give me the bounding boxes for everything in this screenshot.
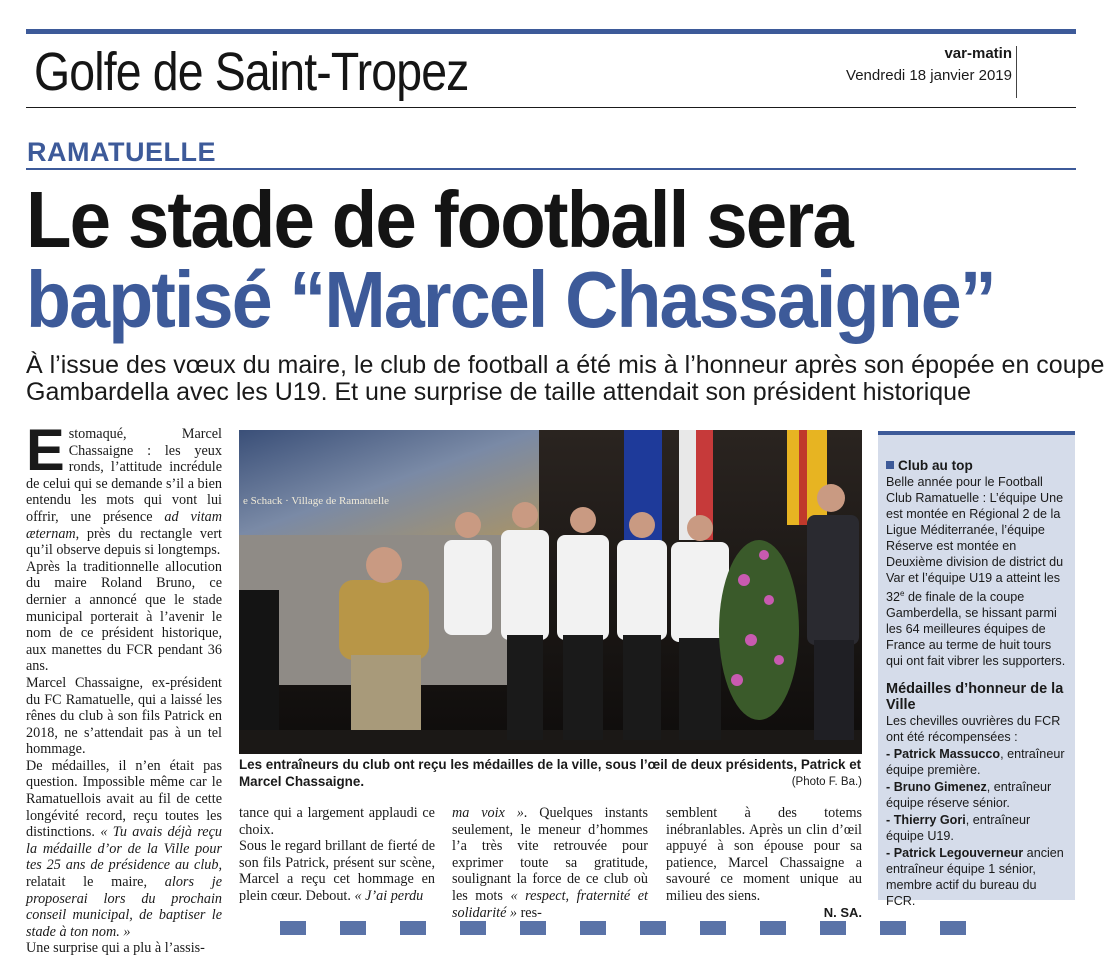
italic-run: « Tu avais déjà reçu la médaille d’or de la Ville pour tes 25 ans de présidence au club,	[26, 824, 222, 874]
superscript: e	[900, 589, 905, 598]
top-accent-bar	[26, 29, 1076, 34]
person-role: , entraîneur équipe réserve sénior.	[886, 780, 1052, 811]
headline-line-1: Le stade de football sera	[26, 175, 852, 264]
body-column-1	[26, 418, 222, 957]
body-column-4	[666, 805, 862, 921]
section-title: Golfe de Saint-Tropez	[34, 42, 469, 102]
sidebar-heading-medals: Médailles d’honneur de la Ville	[886, 681, 1064, 714]
headline-line-2: baptisé “Marcel Chassaigne”	[26, 255, 995, 344]
caption-text: Les entraîneurs du club ont reçu les médailles de la ville, sous l’œil de deux présidents, Patrick et Marcel Chassaigne.	[239, 757, 862, 789]
person-role: , entraîneur équipe U19.	[886, 813, 1031, 844]
masthead-divider	[1016, 46, 1017, 98]
italic-run: ma voix »	[452, 805, 524, 821]
paragraph: Marcel Chassaigne, ex-président du FC Ramatuelle, qui a laissé les rênes du club à son fils Patrick en 2018, ne s’attendait pas à un tel hommage.	[26, 674, 222, 758]
header-rule	[26, 107, 1076, 108]
banner-text: e Schack · Village de Ramatuelle	[243, 495, 390, 507]
masthead	[846, 45, 1012, 86]
list-item	[886, 845, 1067, 909]
text-run: Sous le regard brillant de fierté de son fils Patrick, présent sur scène, Marcel a reçu cet hommage en plein cœur. Debout.	[239, 838, 435, 904]
sidebar-paragraph: Les chevilles ouvrières du FCR ont été récompensées :	[886, 714, 1061, 745]
author-signature: N. SA.	[823, 904, 862, 920]
text-run: semblent à des totems inébranlables. Après un clin d’œil appuyé à son épouse pour sa patience, Marcel Chassaigne a savouré ce moment unique au milieu des siens.	[666, 805, 862, 904]
person-role: ancien entraîneur équipe 1 sénior, membre actif du bureau du FCR.	[886, 846, 1064, 909]
text-run: de finale de la coupe Gamberdella, se hissant parmi les 64 meilleures équipes de France au terme de huit tours qui ont fait vibrer les supporters.	[886, 590, 1066, 669]
text-run: . Quelques instants seulement, le meneur d’hommes l’a très vite retrouvée pour exprimer toute sa gratitude, soulignant la force de ce club où les mots	[452, 805, 648, 904]
text-run: De médailles, il n’en était pas question. Impossible même car le Ramatuellois avait au fil de cette longévité record, reçu toutes les distinctions.	[26, 757, 222, 841]
article-photo	[239, 430, 862, 754]
list-item	[886, 779, 1067, 811]
list-item	[886, 812, 1067, 844]
text-run: Belle année pour le Football Club Ramatuelle : L’équipe Une est montée en Régional 2 de la Ligue Méditerranée, l’équipe Réserve est montée en Deuxième division de district du Var et l’équipe U19 a atteint les 32	[886, 475, 1064, 605]
article-kicker: RAMATUELLE	[27, 137, 216, 167]
person-role: , entraîneur équipe première.	[886, 747, 1065, 778]
person-name: - Patrick Massucco	[886, 747, 1001, 762]
paragraph: Après la traditionnelle allocution du maire Roland Bruno, ce dernier a annoncé que le stade municipal porterait à l’avenir le nom de ce président historique, aux manettes du FCR pendant 36 ans.	[26, 558, 222, 675]
sidebar-heading-club	[886, 457, 1067, 474]
body-column-2	[239, 805, 435, 905]
italic-run: « respect, fraternité et solidarité »	[452, 887, 648, 921]
paragraph: Une surprise qui a plu à l’assis-	[26, 940, 205, 957]
body-column-3	[452, 805, 648, 921]
sidebar-paragraph	[886, 474, 1067, 669]
issue-date: Vendredi 18 janvier 2019	[846, 67, 1012, 84]
heading-text: Club au top	[898, 458, 973, 473]
text-run: tance qui a largement applaudi ce choix.	[239, 805, 435, 838]
sidebar-box	[878, 431, 1075, 909]
paragraph	[26, 758, 222, 941]
person-name: - Bruno Gimenez	[886, 780, 987, 795]
list-item	[886, 746, 1067, 778]
italic-run: ad vitam æternam	[26, 508, 222, 542]
next-article-headline-cut	[280, 921, 980, 935]
ceremony-photo-illustration	[239, 430, 862, 754]
italic-run: alors je proposerai lors du prochain conseil municipal, de baptiser le stade à ton nom. »	[26, 874, 222, 940]
newspaper-brand: var-matin	[944, 45, 1012, 62]
person-name: - Patrick Legouverneur	[886, 846, 1024, 861]
kicker-rule	[26, 168, 1076, 170]
italic-run: « J’ai perdu	[354, 887, 424, 904]
square-bullet-icon	[886, 461, 894, 469]
person-name: - Thierry Gori	[886, 813, 966, 828]
text-run: res-	[517, 904, 542, 921]
photo-caption	[239, 757, 862, 790]
photo-credit: (Photo F. Ba.)	[791, 776, 862, 788]
text-run: relatait le maire,	[26, 874, 165, 891]
text-run: , près du rectangle vert qu’il observe depuis si longtemps.	[26, 525, 222, 559]
medal-list	[886, 746, 1067, 909]
text-run: stomaqué, Marcel Chassaigne : les yeux ronds, l’attitude incrédule de celui qui se demande s’il a bien entendu les mots qui vont lui offrir, une présence	[26, 426, 222, 525]
drop-cap: E	[26, 418, 65, 483]
standfirst: À l’issue des vœux du maire, le club de football a été mis à l’honneur après son épopée en coupe Gambardella avec les U19. Et une surprise de taille attendait son président historique	[26, 351, 1105, 406]
